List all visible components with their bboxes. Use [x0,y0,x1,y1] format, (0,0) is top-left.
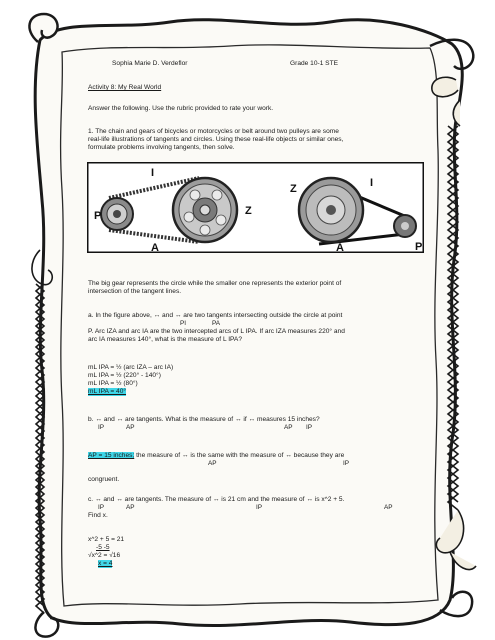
instruction: Answer the following. Use the rubric provided to rate your work. [88,105,274,112]
part-c-sub-ip: IP [98,504,105,511]
part-c-work2: -5 -5 [96,544,110,551]
part-b-answer-end: congruent. [88,476,120,483]
part-b-sub-ip2: IP [306,424,313,431]
activity-title: Activity 8: My Real World [88,84,162,91]
part-c-line1: c. ↔ and ↔ are tangents. The measure of ↔ is 21 cm and the measure of ↔ is x^2 + 5. [88,496,345,503]
part-c-work3: √x^2 = √16 [88,552,121,559]
item1-line1: 1. The chain and gears of bicycles or motorcycles or belt around two pulleys are some [88,128,339,135]
part-a-sub-pi: PI [180,320,187,327]
part-a-work2: mL IPA = ½ (220° - 140°) [88,372,161,379]
part-b-sub-ip3: IP [343,460,350,467]
label-I-right: I [370,177,374,189]
part-b-sub-ap2: AP [284,424,293,431]
part-b-line1: b. ↔ and ↔ are tangents. What is the measure of ↔ if ↔ measures 15 inches? [88,416,320,423]
part-a-work1: mL IPA = ½ (arc IZA – arc IA) [88,364,174,371]
part-a-sub-pa: PA [212,320,221,327]
student-name: Sophia Marie D. Verdeflor [112,60,188,67]
label-A-right: A [336,242,344,253]
part-a-line3: arc IA measures 140°, what is the measure of L IPA? [88,336,243,343]
part-a-answer: mL IPA = 40° [88,388,127,395]
label-I-left: I [151,167,155,179]
part-c-work1: x^2 + 5 = 21 [88,536,125,543]
part-a-work3: mL IPA = ½ (80°) [88,380,138,387]
explanation-line2: intersection of the tangent lines. [88,288,182,295]
label-Z-left: Z [245,205,252,217]
part-a-line2: P. Arc IZA and arc IA are the two intercepted arcs of L IPA. If arc IZA measures 220° and [88,328,345,335]
label-Z-right: Z [290,183,297,195]
part-a-line1: a. In the figure above, ↔ and ↔ are two tangents intersecting outside the circle at point [88,312,343,319]
label-A-left: A [151,242,159,253]
part-b-answer-rest: the measure of ↔ is the same with the measure of ↔ because they are [134,452,345,459]
label-P-left: P [94,210,102,222]
gears-illustration [87,162,424,253]
part-c-sub-ip2: IP [256,504,263,511]
part-b-answer-highlight: AP = 15 inches; [88,452,135,459]
part-c-sub-ap: AP [126,504,135,511]
part-b-sub-ap: AP [126,424,135,431]
part-b-answer-line [88,452,344,460]
grade-section: Grade 10-1 STE [290,60,339,67]
label-P-right: P [415,241,423,253]
part-c-answer: x = 4 [98,560,113,567]
part-c-line2: Find x. [88,512,108,519]
part-b-sub-ap3: AP [208,460,217,467]
item1-line3: formulate problems involving tangents, then solve. [88,144,235,151]
part-b-sub-ip: IP [98,424,105,431]
item1-line2: real-life illustrations of tangents and circles. Using these real-life objects or similar ones, [88,136,344,143]
explanation-line1: The big gear represents the circle while the smaller one represents the exterior point of [88,280,342,287]
part-c-sub-ap2: AP [384,504,393,511]
